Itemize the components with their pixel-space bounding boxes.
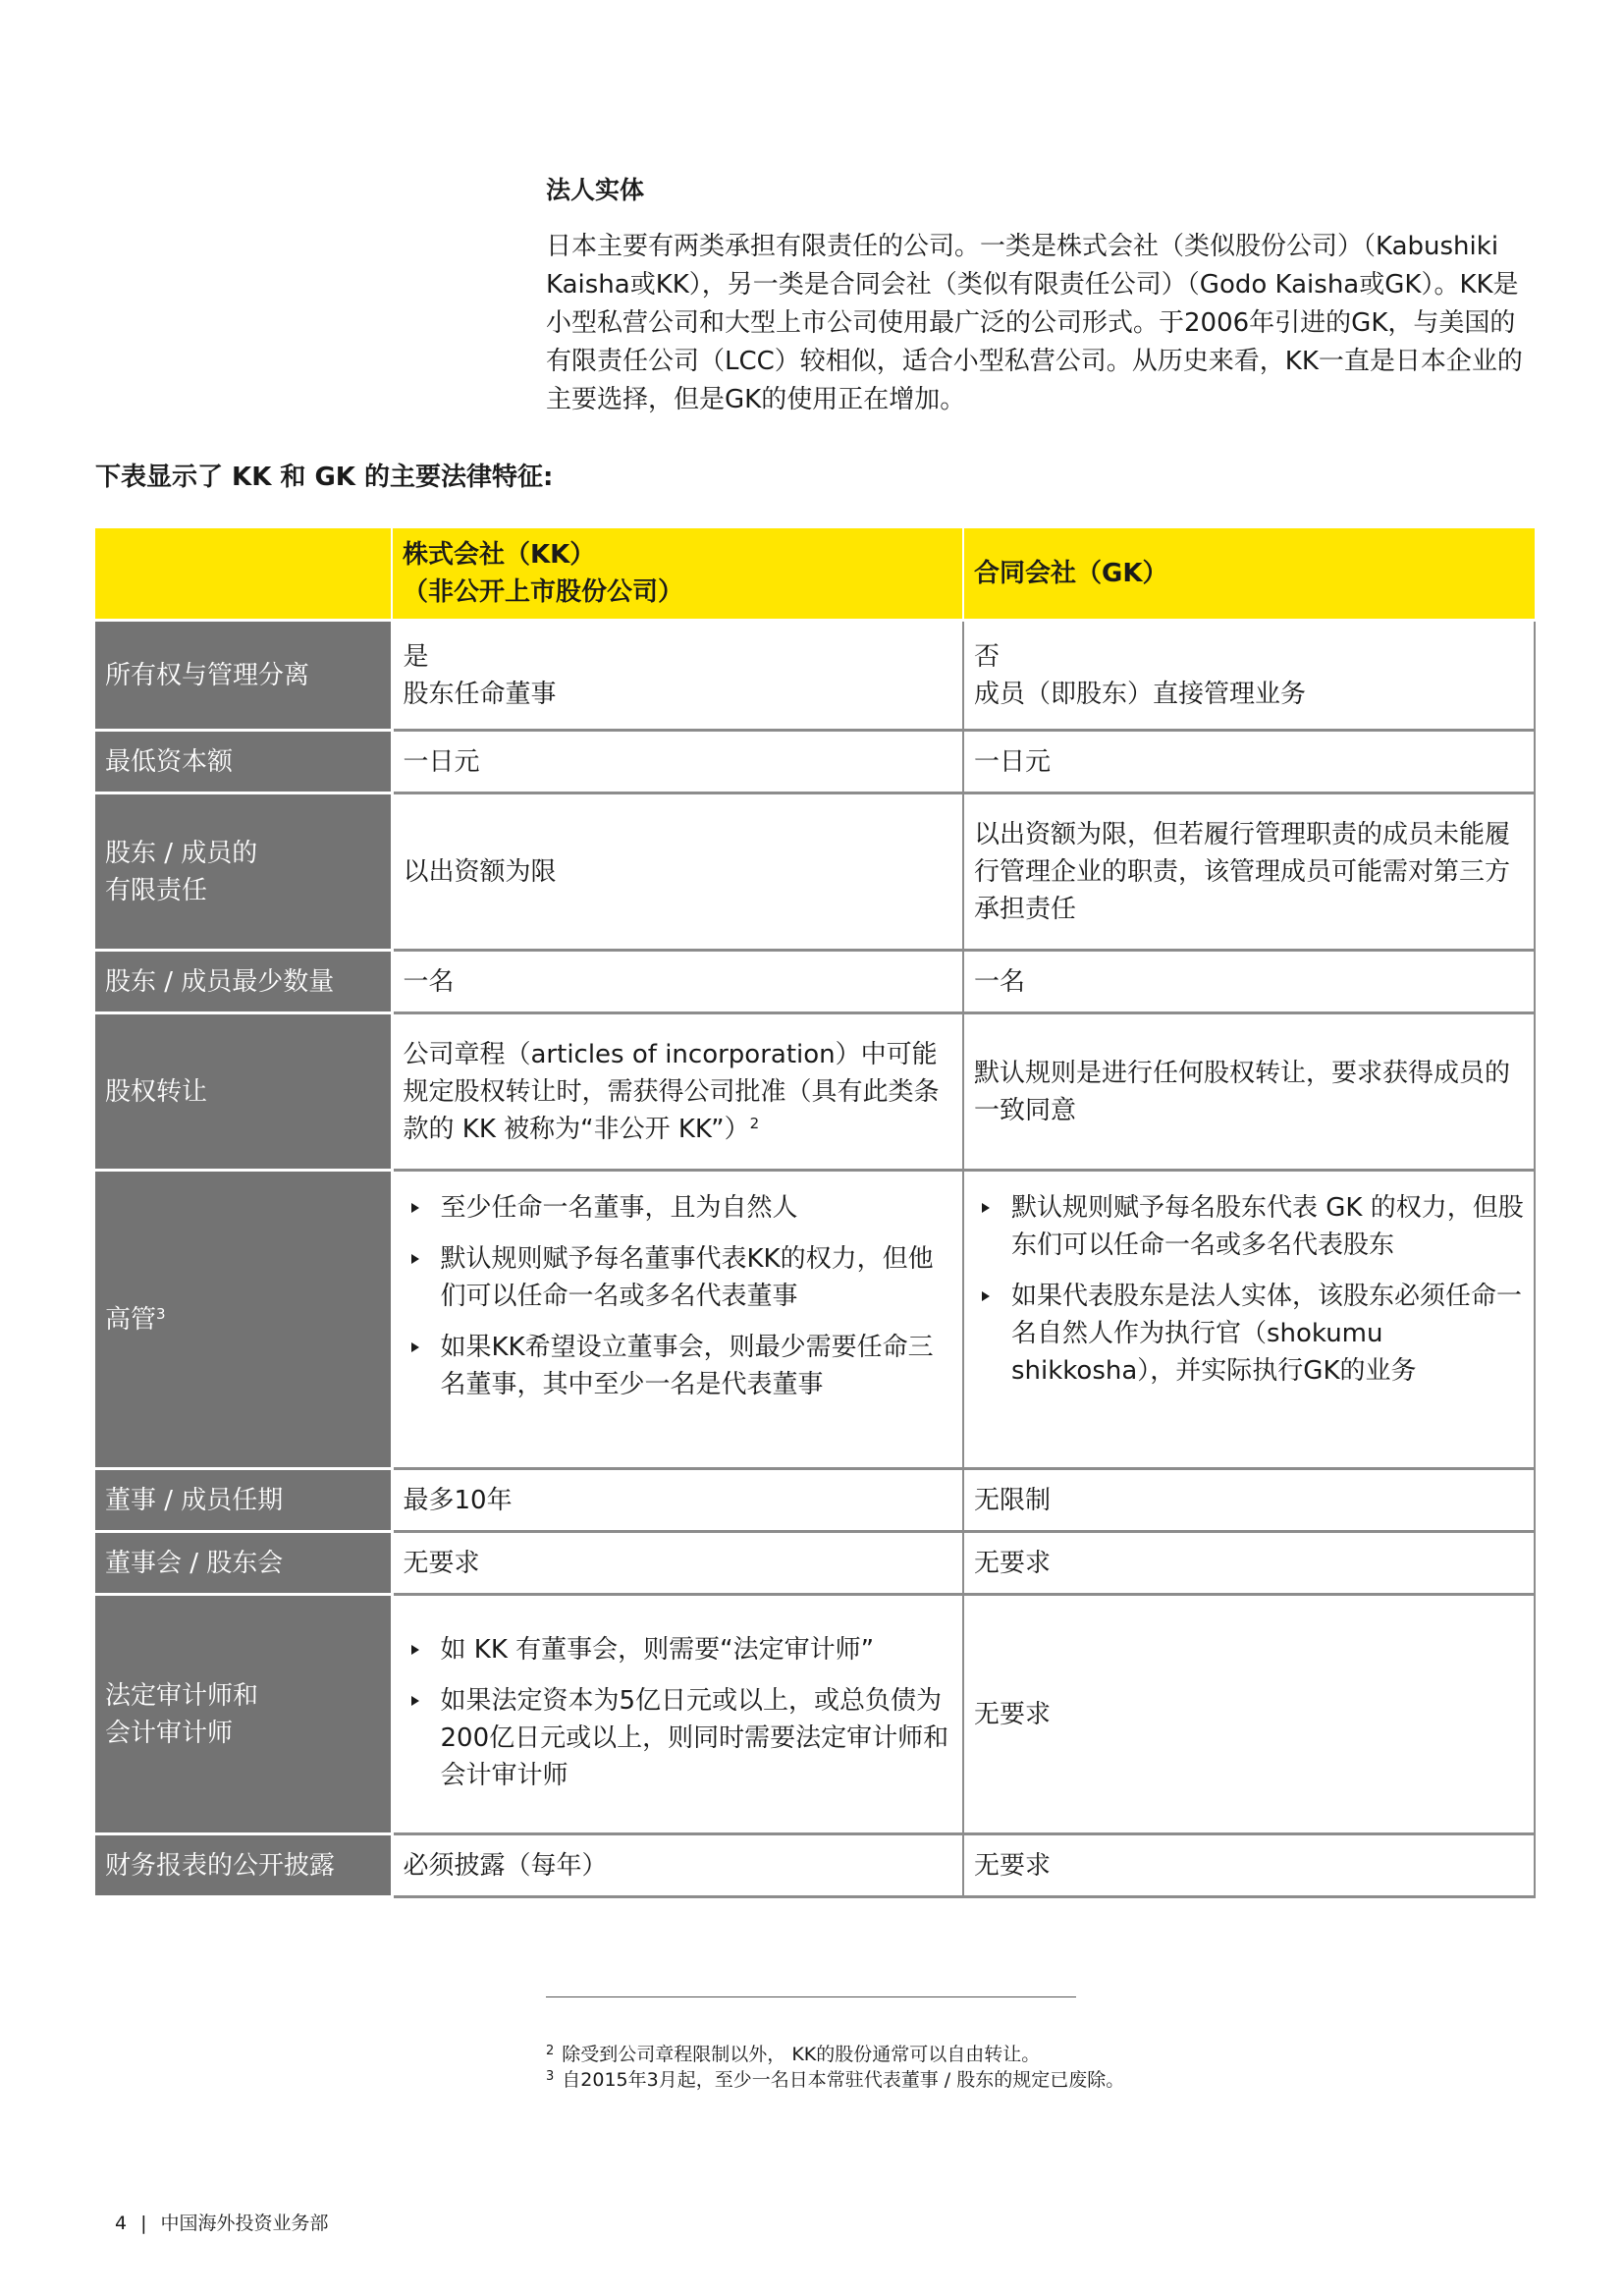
gk-cell: 无要求	[963, 1532, 1535, 1595]
table-row	[95, 1595, 1535, 1834]
gk-cell: 一日元	[963, 731, 1535, 793]
row-label	[95, 1171, 392, 1469]
list-item: 如果代表股东是法人实体，该股东必须任命一名自然人作为执行官（shokumu shikkosha），并实际执行GK的业务	[974, 1278, 1524, 1390]
footer-separator: |	[140, 2213, 147, 2234]
table-row	[95, 1469, 1535, 1532]
kk-cell-line: 股东任命董事	[403, 679, 557, 709]
list-item: 默认规则赋予每名董事代表KK的权力，但他们可以任命一名或多名代表董事	[404, 1240, 953, 1315]
page-footer	[115, 2212, 329, 2235]
row-label: 所有权与管理分离	[95, 621, 392, 731]
list-item: 如果法定资本为5亿日元或以上，或总负债为200亿日元或以上，则同时需要法定审计师和会计审计师	[404, 1682, 953, 1794]
list-item: 默认规则赋予每名股东代表 GK 的权力，但股东们可以任命一名或多名代表股东	[974, 1189, 1524, 1264]
gk-cell-line: 成员（即股东）直接管理业务	[974, 679, 1307, 709]
gk-cell	[963, 1171, 1535, 1469]
gk-cell-line: 否	[974, 641, 1001, 672]
table-row	[95, 1013, 1535, 1171]
kk-cell: 一日元	[392, 731, 963, 793]
table-row	[95, 793, 1535, 951]
table-row	[95, 1532, 1535, 1595]
kk-cell-line: 是	[403, 641, 429, 672]
table-row	[95, 621, 1535, 731]
gk-cell: 无要求	[963, 1595, 1535, 1834]
table-row	[95, 1834, 1535, 1897]
kk-bullet-list	[404, 1189, 953, 1403]
header-corner	[95, 528, 392, 621]
comparison-table	[95, 528, 1536, 1898]
kk-cell-text: 公司章程（articles of incorporation）中可能规定股权转让时，需获得公司批准（具有此类条款的 KK 被称为“非公开 KK”）	[403, 1039, 940, 1144]
page-number: 4	[115, 2213, 128, 2234]
kk-cell	[392, 621, 963, 731]
row-label: 财务报表的公开披露	[95, 1834, 392, 1897]
list-item: 如果KK希望设立董事会，则最少需要任命三名董事，其中至少一名是代表董事	[404, 1329, 953, 1403]
gk-bullet-list	[974, 1189, 1524, 1390]
footnote-number: 2	[546, 2044, 555, 2058]
gk-cell: 默认规则是进行任何股权转让，要求获得成员的一致同意	[963, 1013, 1535, 1171]
footnote-text: 自2015年3月起，至少一名日本常驻代表董事 / 股东的规定已废除。	[562, 2069, 1125, 2091]
row-label-line: 股东 / 成员的	[105, 838, 258, 868]
gk-cell: 无限制	[963, 1469, 1535, 1532]
kk-cell: 一名	[392, 951, 963, 1013]
intro-section	[546, 173, 1538, 419]
header-kk-line1: 株式会社（KK）	[403, 540, 596, 570]
row-label: 董事会 / 股东会	[95, 1532, 392, 1595]
gk-cell: 一名	[963, 951, 1535, 1013]
row-label	[95, 1595, 392, 1834]
intro-paragraph: 日本主要有两类承担有限责任的公司。一类是株式会社（类似股份公司）（Kabushiki Kaisha或KK），另一类是合同会社（类似有限责任公司）（Godo Kaisha或GK）。KK是小型私营公司和大型上市公司使用最广泛的公司形式。于2006年引进的GK，与美国的有限责任公司（LCC）较相似，适合小型私营公司。从历史来看，KK一直是日本企业的主要选择，但是GK的使用正在增加。	[546, 232, 1523, 414]
row-label-line: 有限责任	[105, 875, 208, 905]
table-row	[95, 951, 1535, 1013]
kk-cell	[392, 1171, 963, 1469]
footnote-number: 3	[546, 2069, 555, 2084]
gk-cell: 以出资额为限，但若履行管理职责的成员未能履行管理企业的职责，该管理成员可能需对第三方承担责任	[963, 793, 1535, 951]
row-label-line: 会计审计师	[105, 1718, 234, 1748]
kk-cell: 无要求	[392, 1532, 963, 1595]
row-label	[95, 793, 392, 951]
table-row	[95, 1171, 1535, 1469]
header-gk: 合同会社（GK）	[963, 528, 1535, 621]
footnote-ref: 2	[749, 1114, 760, 1132]
kk-cell: 必须披露（每年）	[392, 1834, 963, 1897]
header-kk-line2: （非公开上市股份公司）	[403, 577, 684, 607]
row-label: 股东 / 成员最少数量	[95, 951, 392, 1013]
footer-title: 中国海外投资业务部	[160, 2213, 329, 2234]
gk-cell: 无要求	[963, 1834, 1535, 1897]
list-item: 至少任命一名董事，且为自然人	[404, 1189, 953, 1227]
kk-cell	[392, 1595, 963, 1834]
header-kk	[392, 528, 963, 621]
list-item: 如 KK 有董事会，则需要“法定审计师”	[404, 1631, 953, 1668]
kk-cell: 最多10年	[392, 1469, 963, 1532]
row-label: 董事 / 成员任期	[95, 1469, 392, 1532]
table-header-row	[95, 528, 1535, 621]
kk-bullet-list	[404, 1631, 953, 1794]
footnote	[546, 2043, 1528, 2066]
row-label-line: 法定审计师和	[105, 1680, 259, 1711]
table-lead-text: 下表显示了 KK 和 GK 的主要法律特征:	[95, 463, 554, 492]
row-label: 股权转让	[95, 1013, 392, 1171]
section-heading: 法人实体	[546, 176, 645, 204]
row-label-text: 高管	[105, 1304, 157, 1335]
footnote-text: 除受到公司章程限制以外， KK的股份通常可以自由转让。	[562, 2044, 1041, 2065]
row-label: 最低资本额	[95, 731, 392, 793]
gk-cell	[963, 621, 1535, 731]
kk-cell: 以出资额为限	[392, 793, 963, 951]
table-row	[95, 731, 1535, 793]
footnote-ref: 3	[156, 1304, 166, 1323]
footnote	[546, 2068, 1528, 2092]
kk-cell	[392, 1013, 963, 1171]
footnote-divider	[546, 1996, 1076, 1997]
